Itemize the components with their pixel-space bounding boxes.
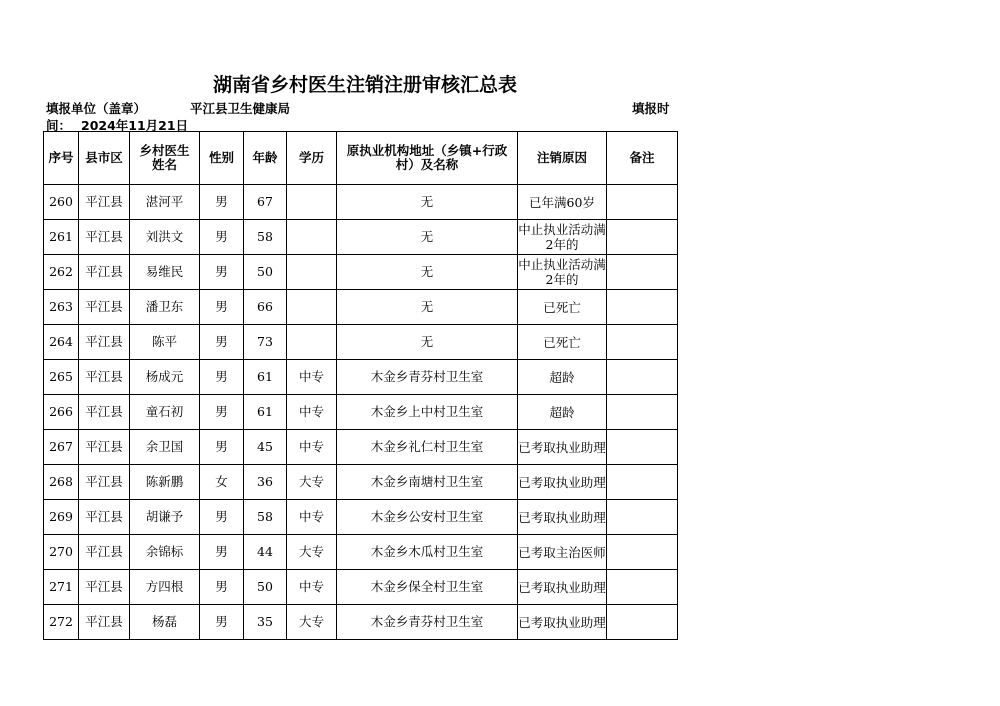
cell-education: 中专 bbox=[287, 430, 337, 465]
table-row bbox=[44, 395, 678, 430]
cell-name: 湛河平 bbox=[130, 185, 200, 220]
cell-age: 66 bbox=[244, 290, 287, 325]
cell-sex: 男 bbox=[200, 290, 244, 325]
cell-reason: 已考取执业助理 bbox=[518, 570, 607, 605]
cell-age: 36 bbox=[244, 465, 287, 500]
cell-no: 263 bbox=[44, 290, 79, 325]
cell-org: 木金乡青芬村卫生室 bbox=[337, 605, 518, 640]
table-row bbox=[44, 605, 678, 640]
cell-age: 67 bbox=[244, 185, 287, 220]
cell-no: 267 bbox=[44, 430, 79, 465]
cell-age: 58 bbox=[244, 500, 287, 535]
header-sex: 性别 bbox=[200, 132, 244, 185]
cell-reason: 已年满60岁 bbox=[518, 185, 607, 220]
cell-county: 平江县 bbox=[79, 430, 130, 465]
cell-age: 50 bbox=[244, 255, 287, 290]
cell-name: 杨成元 bbox=[130, 360, 200, 395]
cell-remarks bbox=[607, 465, 678, 500]
cell-reason: 已死亡 bbox=[518, 325, 607, 360]
cell-org: 木金乡保全村卫生室 bbox=[337, 570, 518, 605]
cell-age: 73 bbox=[244, 325, 287, 360]
table-row bbox=[44, 360, 678, 395]
cell-education bbox=[287, 255, 337, 290]
cell-sex: 男 bbox=[200, 360, 244, 395]
cell-no: 269 bbox=[44, 500, 79, 535]
fill-date: 2024年11月21日 bbox=[81, 118, 189, 133]
cell-sex: 男 bbox=[200, 255, 244, 290]
cell-name: 潘卫东 bbox=[130, 290, 200, 325]
cell-org: 无 bbox=[337, 255, 518, 290]
cell-remarks bbox=[607, 290, 678, 325]
cell-sex: 男 bbox=[200, 220, 244, 255]
cell-reason: 已考取主治医师 bbox=[518, 535, 607, 570]
cell-org: 木金乡青芬村卫生室 bbox=[337, 360, 518, 395]
cell-county: 平江县 bbox=[79, 325, 130, 360]
cell-sex: 男 bbox=[200, 430, 244, 465]
cell-county: 平江县 bbox=[79, 465, 130, 500]
cell-age: 58 bbox=[244, 220, 287, 255]
table-row bbox=[44, 325, 678, 360]
cell-education: 大专 bbox=[287, 535, 337, 570]
cell-remarks bbox=[607, 220, 678, 255]
cell-name: 杨磊 bbox=[130, 605, 200, 640]
header-age: 年龄 bbox=[244, 132, 287, 185]
cell-name: 陈新鹏 bbox=[130, 465, 200, 500]
cell-county: 平江县 bbox=[79, 500, 130, 535]
cell-education bbox=[287, 325, 337, 360]
cell-education: 中专 bbox=[287, 360, 337, 395]
cell-education: 中专 bbox=[287, 395, 337, 430]
cell-remarks bbox=[607, 535, 678, 570]
cell-name: 易维民 bbox=[130, 255, 200, 290]
cell-county: 平江县 bbox=[79, 290, 130, 325]
cell-remarks bbox=[607, 570, 678, 605]
header-county: 县市区 bbox=[79, 132, 130, 185]
cell-org: 木金乡上中村卫生室 bbox=[337, 395, 518, 430]
cell-org: 无 bbox=[337, 220, 518, 255]
fill-time-label-continued: 间： bbox=[46, 118, 72, 133]
cell-county: 平江县 bbox=[79, 360, 130, 395]
cell-sex: 男 bbox=[200, 395, 244, 430]
cell-reason: 中止执业活动满2年的 bbox=[518, 220, 607, 255]
cell-education: 大专 bbox=[287, 605, 337, 640]
cell-no: 268 bbox=[44, 465, 79, 500]
cell-name: 余卫国 bbox=[130, 430, 200, 465]
cell-remarks bbox=[607, 255, 678, 290]
table-row bbox=[44, 500, 678, 535]
cell-no: 272 bbox=[44, 605, 79, 640]
table-row bbox=[44, 290, 678, 325]
cell-sex: 男 bbox=[200, 500, 244, 535]
header-no: 序号 bbox=[44, 132, 79, 185]
cell-sex: 男 bbox=[200, 325, 244, 360]
cell-county: 平江县 bbox=[79, 570, 130, 605]
cell-education: 大专 bbox=[287, 465, 337, 500]
cell-education: 中专 bbox=[287, 500, 337, 535]
cell-remarks bbox=[607, 185, 678, 220]
cell-sex: 男 bbox=[200, 570, 244, 605]
cell-org: 木金乡南塘村卫生室 bbox=[337, 465, 518, 500]
cell-sex: 男 bbox=[200, 605, 244, 640]
cell-reason: 中止执业活动满2年的 bbox=[518, 255, 607, 290]
table-row bbox=[44, 465, 678, 500]
cell-education bbox=[287, 290, 337, 325]
cell-remarks bbox=[607, 395, 678, 430]
cell-no: 271 bbox=[44, 570, 79, 605]
fill-time-label: 填报时 bbox=[632, 101, 670, 116]
table-row bbox=[44, 570, 678, 605]
cell-no: 266 bbox=[44, 395, 79, 430]
deregistration-table bbox=[43, 131, 678, 640]
cell-name: 童石初 bbox=[130, 395, 200, 430]
cell-education: 中专 bbox=[287, 570, 337, 605]
cell-county: 平江县 bbox=[79, 220, 130, 255]
cell-remarks bbox=[607, 500, 678, 535]
cell-no: 262 bbox=[44, 255, 79, 290]
table-row bbox=[44, 430, 678, 465]
cell-no: 265 bbox=[44, 360, 79, 395]
cell-sex: 男 bbox=[200, 185, 244, 220]
cell-reason: 已考取执业助理 bbox=[518, 465, 607, 500]
reporting-unit-label: 填报单位（盖章） bbox=[46, 101, 147, 116]
header-org-address: 原执业机构地址（乡镇+行政村）及名称 bbox=[337, 132, 518, 185]
header-remarks: 备注 bbox=[607, 132, 678, 185]
cell-education bbox=[287, 220, 337, 255]
document-title: 湖南省乡村医生注销注册审核汇总表 bbox=[212, 74, 517, 96]
cell-age: 50 bbox=[244, 570, 287, 605]
cell-county: 平江县 bbox=[79, 185, 130, 220]
table-row bbox=[44, 185, 678, 220]
cell-name: 方四根 bbox=[130, 570, 200, 605]
cell-county: 平江县 bbox=[79, 605, 130, 640]
cell-age: 45 bbox=[244, 430, 287, 465]
cell-remarks bbox=[607, 605, 678, 640]
header-doctor-name: 乡村医生姓名 bbox=[130, 132, 200, 185]
cell-sex: 女 bbox=[200, 465, 244, 500]
cell-age: 61 bbox=[244, 360, 287, 395]
cell-name: 余锦标 bbox=[130, 535, 200, 570]
cell-name: 陈平 bbox=[130, 325, 200, 360]
header-education: 学历 bbox=[287, 132, 337, 185]
cell-org: 无 bbox=[337, 325, 518, 360]
cell-remarks bbox=[607, 325, 678, 360]
cell-org: 木金乡木瓜村卫生室 bbox=[337, 535, 518, 570]
cell-reason: 已死亡 bbox=[518, 290, 607, 325]
cell-name: 胡谦予 bbox=[130, 500, 200, 535]
cell-no: 270 bbox=[44, 535, 79, 570]
cell-org: 木金乡礼仁村卫生室 bbox=[337, 430, 518, 465]
cell-reason: 超龄 bbox=[518, 395, 607, 430]
header-reason: 注销原因 bbox=[518, 132, 607, 185]
table-row bbox=[44, 220, 678, 255]
cell-reason: 已考取执业助理 bbox=[518, 605, 607, 640]
cell-org: 无 bbox=[337, 185, 518, 220]
cell-county: 平江县 bbox=[79, 395, 130, 430]
cell-remarks bbox=[607, 360, 678, 395]
cell-county: 平江县 bbox=[79, 535, 130, 570]
cell-age: 35 bbox=[244, 605, 287, 640]
cell-age: 61 bbox=[244, 395, 287, 430]
cell-name: 刘洪文 bbox=[130, 220, 200, 255]
cell-no: 261 bbox=[44, 220, 79, 255]
reporting-unit-name: 平江县卫生健康局 bbox=[190, 101, 291, 116]
table-row bbox=[44, 255, 678, 290]
table-row bbox=[44, 535, 678, 570]
cell-sex: 男 bbox=[200, 535, 244, 570]
cell-age: 44 bbox=[244, 535, 287, 570]
cell-org: 无 bbox=[337, 290, 518, 325]
cell-remarks bbox=[607, 430, 678, 465]
table-header-row bbox=[44, 132, 678, 185]
cell-county: 平江县 bbox=[79, 255, 130, 290]
cell-no: 260 bbox=[44, 185, 79, 220]
cell-reason: 已考取执业助理 bbox=[518, 430, 607, 465]
cell-reason: 超龄 bbox=[518, 360, 607, 395]
cell-no: 264 bbox=[44, 325, 79, 360]
cell-org: 木金乡公安村卫生室 bbox=[337, 500, 518, 535]
cell-education bbox=[287, 185, 337, 220]
cell-reason: 已考取执业助理 bbox=[518, 500, 607, 535]
